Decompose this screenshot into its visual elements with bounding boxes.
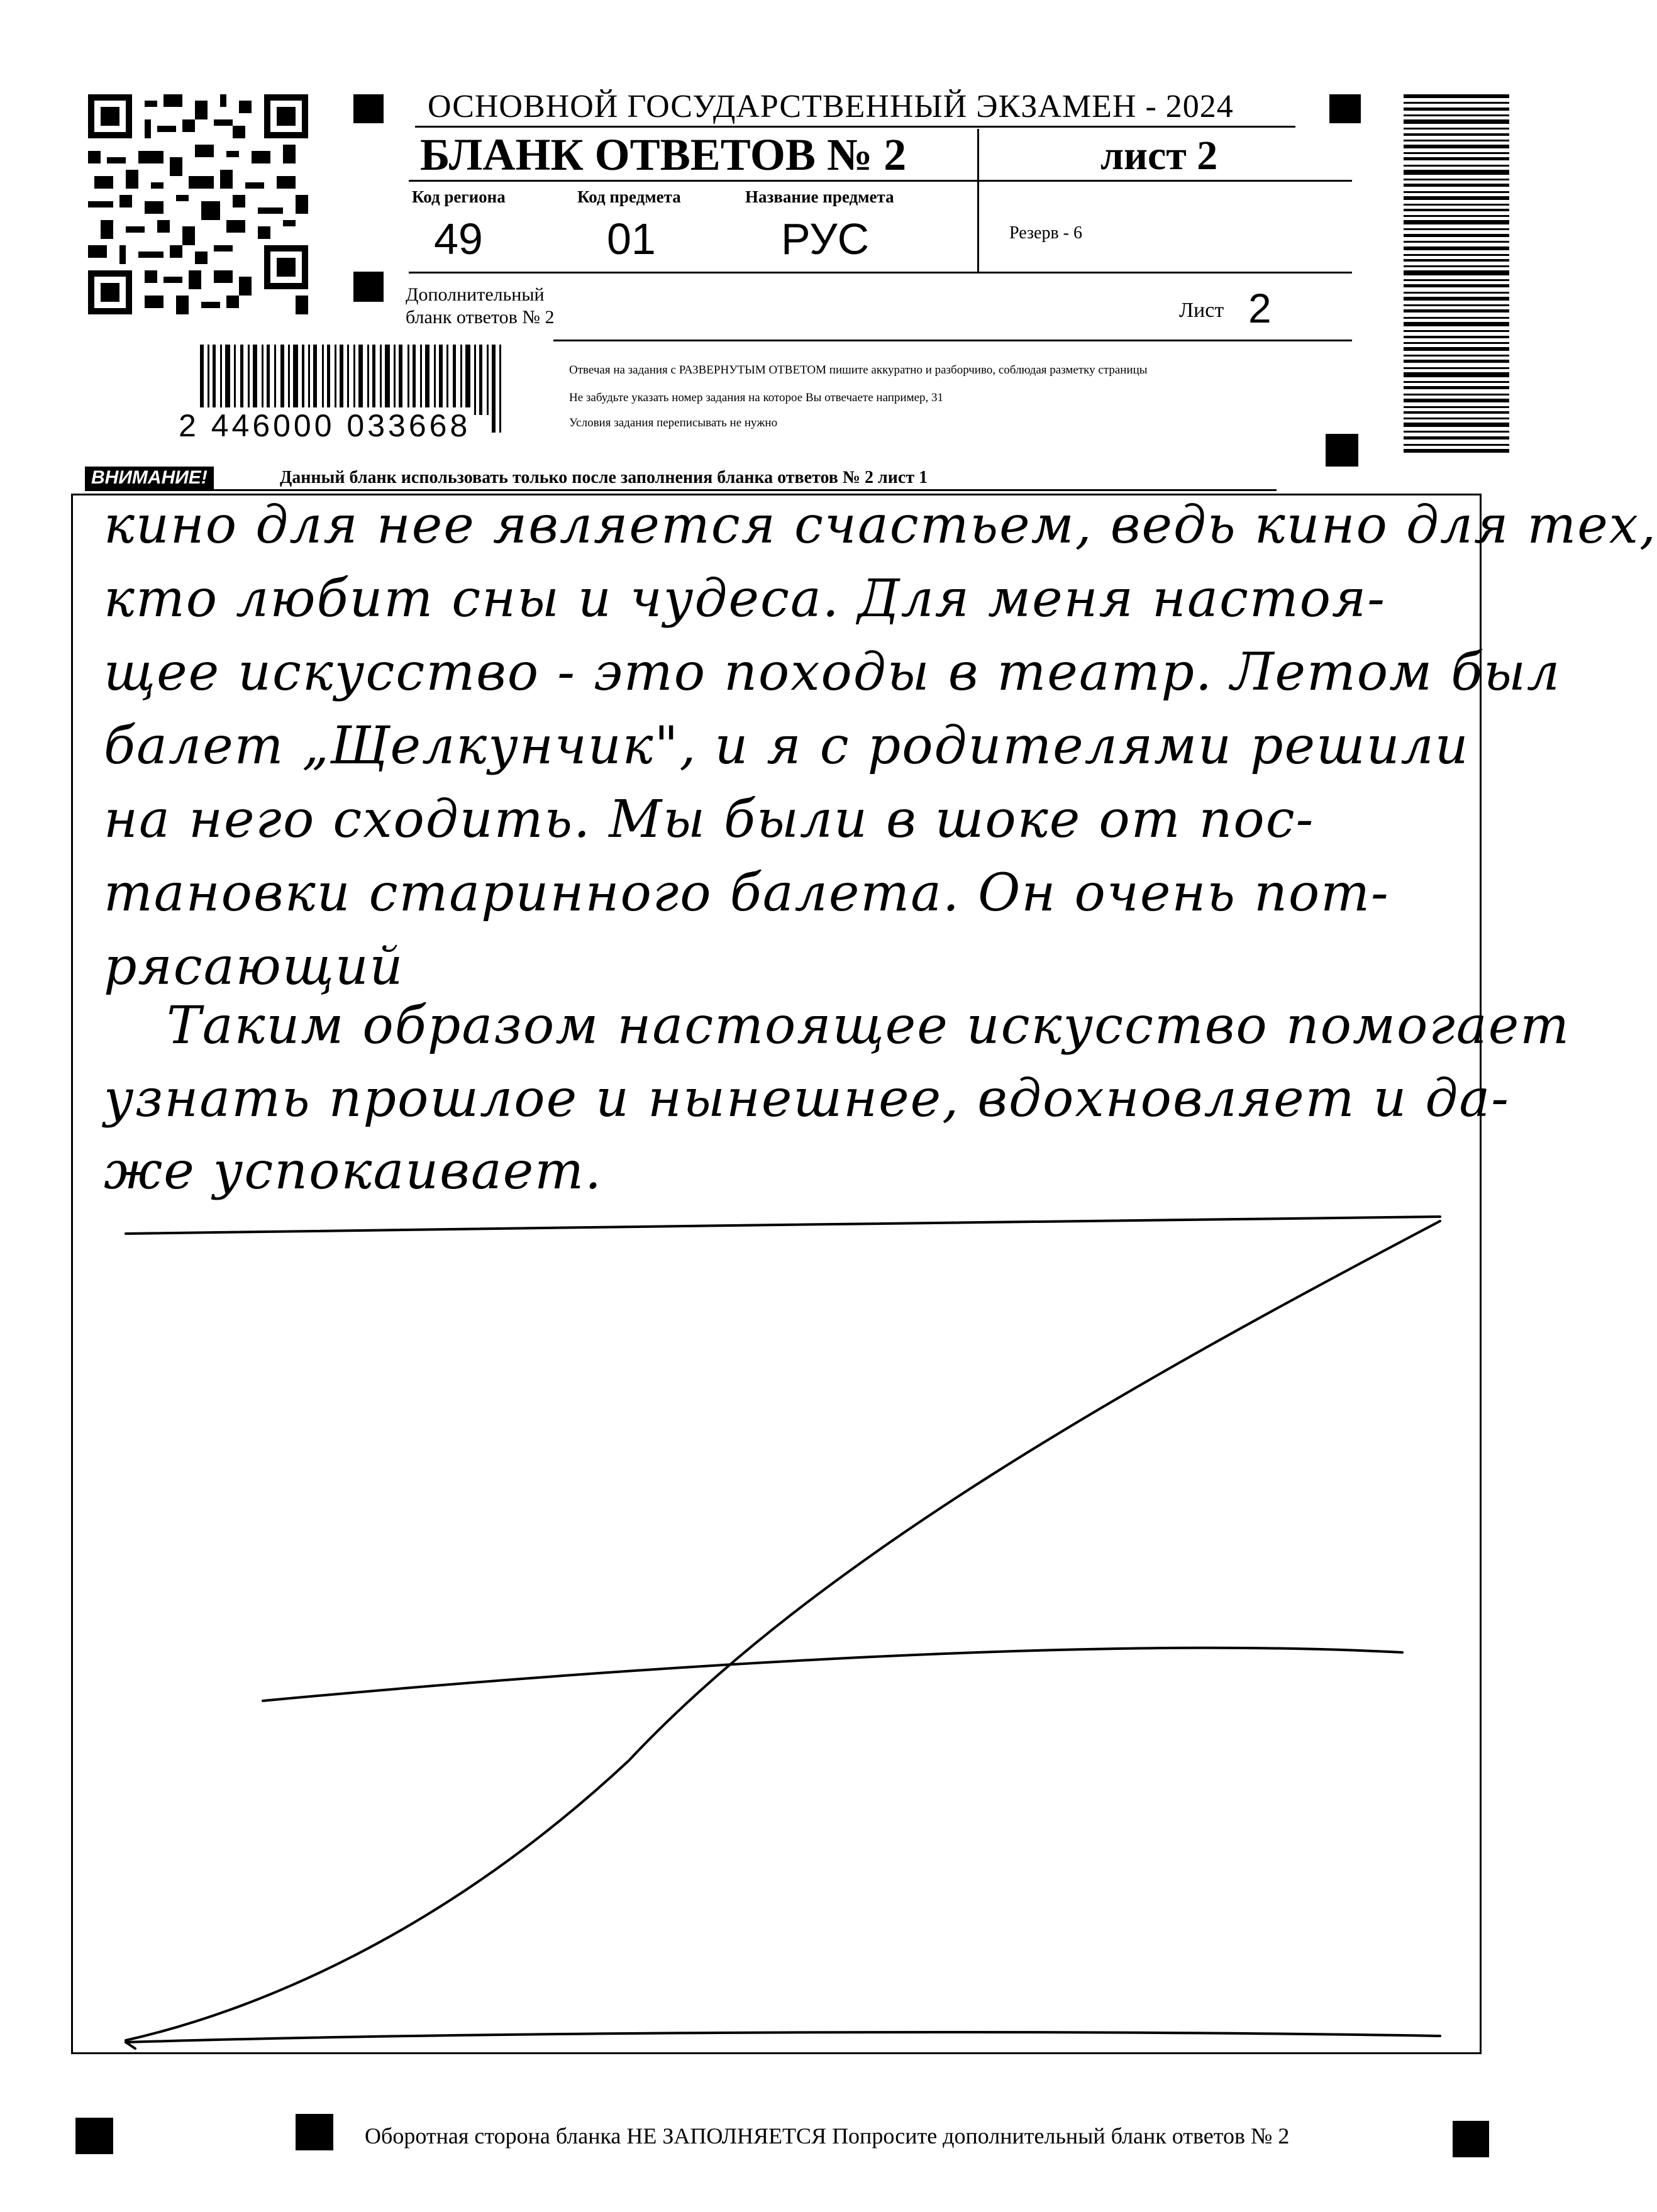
sheet-label: Лист [1179, 299, 1224, 322]
answer-line: балет „Щелкунчик", и я с родителями решили [104, 716, 1470, 776]
instruction-3: Условия задания переписывать не нужно [569, 416, 778, 429]
answer-line: на него сходить. Мы были в шоке от пос- [104, 790, 1315, 849]
cross-out-bottom-line [126, 2032, 1440, 2042]
subject-code-label: Код предмета [577, 187, 681, 206]
subject-name-label: Название предмета [745, 187, 894, 206]
footer-text: Оборотная сторона бланка НЕ ЗАПОЛНЯЕТСЯ Попросите дополнительный бланк ответов № 2 [365, 2123, 1290, 2148]
sheet-title: лист 2 [1100, 133, 1218, 179]
answer-line: тановки старинного балета. Он очень пот- [104, 863, 1390, 923]
answer-line: же успокаивает. [104, 1141, 603, 1201]
reserve-text: Резерв - 6 [1009, 223, 1083, 243]
answer-line: кто любит сны и чудеса. Для меня настоя- [104, 569, 1386, 629]
barcode-number: 2 446000 033668 [179, 408, 471, 443]
cross-out-diagonal [126, 1221, 1440, 2040]
region-label: Код региона [412, 187, 506, 206]
additional-form-label: Дополнительный [406, 284, 545, 305]
answer-line: кино для нее является счастьем, ведь кино для тех, [104, 495, 1657, 555]
cross-out-middle-line [263, 1648, 1402, 1701]
subject-name-value: РУС [781, 214, 870, 263]
region-value: 49 [434, 214, 483, 263]
answer-line: узнать прошлое и нынешнее, вдохновляет и да- [104, 1069, 1510, 1129]
answer-line: Таким образом настоящее искусство помогает [167, 996, 1570, 1056]
form-title: БЛАНК ОТВЕТОВ № 2 [420, 130, 907, 180]
answer-line: рясающий [104, 937, 404, 997]
warning-badge: ВНИМАНИЕ! [85, 467, 214, 489]
subject-code-value: 01 [607, 214, 656, 263]
instruction-2: Не забудьте указать номер задания на которое Вы отвечаете например, 31 [569, 391, 944, 404]
additional-form-label-2: бланк ответов № 2 [406, 307, 555, 328]
cross-out-top-line [126, 1217, 1440, 1234]
warning-text: Данный бланк использовать только после заполнения бланка ответов № 2 лист 1 [280, 468, 928, 487]
answer-line: щее искусство - это походы в театр. Летом был [104, 643, 1561, 702]
instruction-1: Отвечая на задания с РАЗВЕРНУТЫМ ОТВЕТОМ пишите аккуратно и разборчиво, соблюдая разметку страницы [569, 363, 1148, 377]
sheet-value: 2 [1248, 285, 1272, 331]
exam-title: ОСНОВНОЙ ГОСУДАРСТВЕННЫЙ ЭКЗАМЕН - 2024 [428, 89, 1234, 124]
